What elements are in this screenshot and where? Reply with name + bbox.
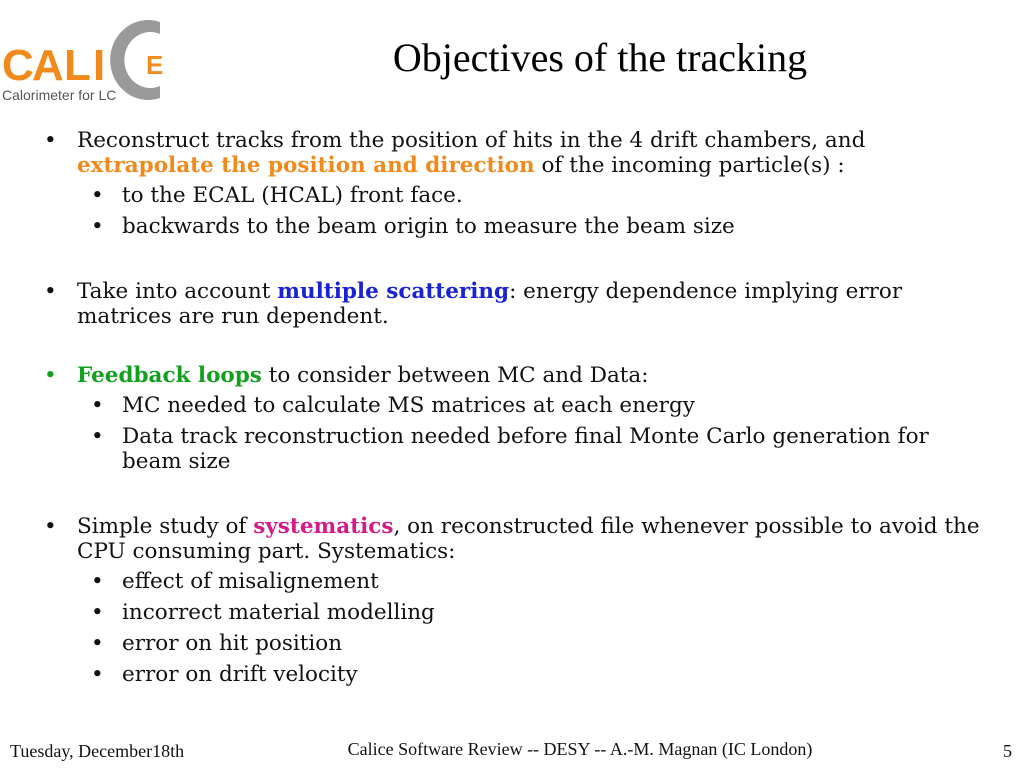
sub-bullet-text: Data track reconstruction needed before final Monte Carlo generation for beam size [122,424,929,474]
footer-page-number: 5 [1003,741,1012,761]
bullet-item-reconstruct [40,128,980,239]
sub-bullet-item [77,214,980,239]
bullet-icon: • [91,393,104,418]
bullet-text: Simple study of [77,514,254,539]
bullet-text: to consider between MC and Data: [261,363,649,388]
bullet-icon: • [91,214,104,239]
logo-letter-l: L [64,41,91,90]
sub-bullet-text: to the ECAL (HCAL) front face. [122,183,463,208]
bullet-item-multiple-scattering [40,279,980,329]
bullet-text: Reconstruct tracks from the position of hits in the 4 drift chambers, and [77,128,866,153]
sub-bullet-list [77,393,980,474]
sub-bullet-item [77,600,980,625]
bullet-highlight: systematics [253,514,394,539]
logo-letter-c1: C [2,41,34,90]
slide-content [40,128,980,693]
logo-letter-a: A [32,41,64,90]
bullet-item-systematics [40,514,980,687]
bullet-icon: • [44,279,57,304]
bullet-icon: • [91,600,104,625]
bullet-icon: • [91,569,104,594]
bullet-icon: • [44,363,57,388]
bullet-highlight: multiple scattering [277,279,510,304]
bullet-icon: • [91,631,104,656]
calice-logo [0,12,180,107]
sub-bullet-text: error on hit position [122,631,343,656]
logo-letter-e: E [146,50,164,80]
bullet-text: of the incoming particle(s) : [534,153,845,178]
sub-bullet-text: backwards to the beam origin to measure the beam size [122,214,735,239]
bullet-highlight: extrapolate the position and direction [77,153,535,178]
bullet-highlight: Feedback loops [77,363,262,388]
sub-bullet-text: MC needed to calculate MS matrices at each energy [122,393,695,418]
sub-bullet-list [77,183,980,239]
footer-date: Tuesday, December18th [10,741,185,761]
bullet-icon: • [44,128,57,153]
sub-bullet-item [77,393,980,418]
logo-letter-i: I [93,41,106,90]
page-title: Objectives of the tracking [392,35,808,80]
bullet-icon: • [91,424,104,449]
bullet-icon: • [91,183,104,208]
sub-bullet-item [77,569,980,594]
sub-bullet-item [77,183,980,208]
bullet-icon: • [44,514,57,539]
bullet-text: , on reconstructed file whenever possible to avoid the CPU consuming part. Systematics: [77,514,980,564]
sub-bullet-item [77,662,980,687]
logo-tagline: Calorimeter for LC [2,87,117,103]
bullet-text: : energy dependence implying error matrices are run dependent. [77,279,903,329]
sub-bullet-list [77,569,980,687]
sub-bullet-text: error on drift velocity [122,662,358,687]
sub-bullet-text: incorrect material modelling [122,600,435,625]
bullet-item-feedback-loops [40,363,980,474]
sub-bullet-text: effect of misalignement [122,569,379,594]
sub-bullet-item [77,424,980,474]
bullet-icon: • [91,662,104,687]
sub-bullet-item [77,631,980,656]
footer-center-text: Calice Software Review -- DESY -- A.-M. Magnan (IC London) [347,739,813,759]
bullet-text: Take into account [77,279,278,304]
